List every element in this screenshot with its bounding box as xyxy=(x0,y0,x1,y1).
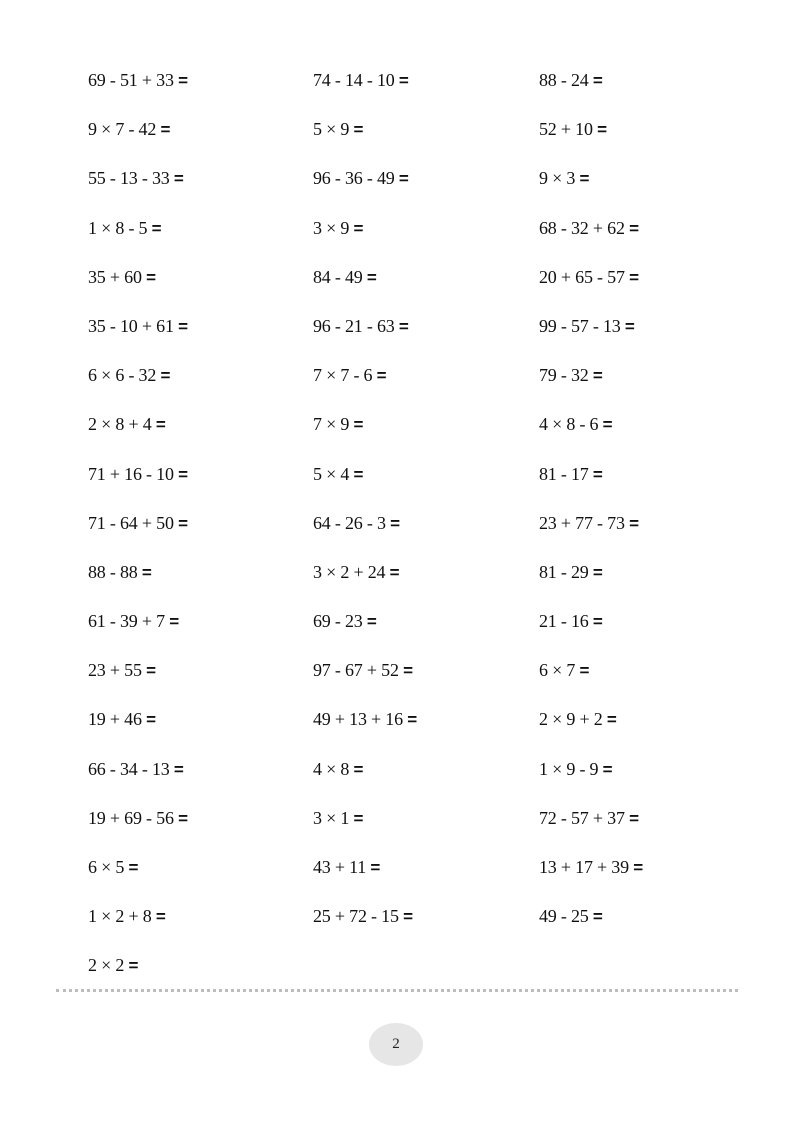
math-problem xyxy=(539,706,768,755)
math-problem xyxy=(539,903,768,952)
equals-sign: = xyxy=(370,858,381,877)
problem-expression: 9 × 7 - 42 xyxy=(88,119,157,140)
problem-expression: 35 - 10 + 61 xyxy=(88,315,174,336)
math-problem xyxy=(539,805,768,854)
problem-expression: 97 - 67 + 52 xyxy=(313,660,399,681)
problem-expression: 55 - 13 - 33 xyxy=(88,168,170,189)
problem-expression: 6 × 7 xyxy=(539,660,576,681)
problem-expression: 19 + 46 xyxy=(88,709,142,730)
math-problem xyxy=(313,559,539,608)
problem-expression: 5 × 9 xyxy=(313,119,350,140)
empty-cell xyxy=(313,952,539,1001)
equals-sign: = xyxy=(178,464,188,484)
equals-sign: = xyxy=(629,218,639,238)
math-problem xyxy=(313,411,539,460)
equals-sign: = xyxy=(146,267,156,287)
math-problem xyxy=(539,657,768,706)
math-problem xyxy=(88,952,313,1001)
problem-expression: 52 + 10 xyxy=(539,119,593,140)
math-problem xyxy=(88,608,313,657)
equals-sign: = xyxy=(128,858,139,877)
problem-expression: 81 - 17 xyxy=(539,463,589,484)
equals-sign: = xyxy=(398,169,409,189)
math-problem xyxy=(88,854,313,903)
equals-sign: = xyxy=(592,464,603,484)
problem-expression: 69 - 51 + 33 xyxy=(88,70,174,90)
problem-expression: 1 × 8 - 5 xyxy=(88,217,148,238)
math-problem xyxy=(539,264,768,313)
equals-sign: = xyxy=(398,71,409,90)
equals-sign: = xyxy=(366,267,377,287)
problem-expression: 7 × 7 - 6 xyxy=(313,365,373,386)
equals-sign: = xyxy=(592,562,603,582)
math-problem xyxy=(88,116,313,165)
math-problem xyxy=(313,805,539,854)
equals-sign: = xyxy=(353,415,364,435)
equals-sign: = xyxy=(155,415,166,435)
problem-expression: 71 - 64 + 50 xyxy=(88,512,174,533)
problem-expression: 6 × 6 - 32 xyxy=(88,365,157,386)
equals-sign: = xyxy=(178,513,188,533)
equals-sign: = xyxy=(173,169,184,189)
problem-expression: 84 - 49 xyxy=(313,266,363,287)
problem-expression: 96 - 36 - 49 xyxy=(313,168,395,189)
math-problem xyxy=(88,559,313,608)
page-number-badge xyxy=(369,1023,423,1066)
math-problem xyxy=(313,67,539,116)
problem-expression: 6 × 5 xyxy=(88,857,125,877)
math-problem xyxy=(539,67,768,116)
problem-expression: 3 × 1 xyxy=(313,807,350,828)
problem-expression: 88 - 88 xyxy=(88,561,138,582)
problem-expression: 71 + 16 - 10 xyxy=(88,463,174,484)
problem-expression: 7 × 9 xyxy=(313,414,350,435)
problem-expression: 74 - 14 - 10 xyxy=(313,70,395,90)
math-problem xyxy=(313,706,539,755)
empty-cell xyxy=(539,952,768,1001)
problem-expression: 64 - 26 - 3 xyxy=(313,512,386,533)
math-problem xyxy=(539,854,768,903)
problem-expression: 49 + 13 + 16 xyxy=(313,709,403,730)
equals-sign: = xyxy=(390,513,400,533)
math-problem xyxy=(539,313,768,362)
math-problem xyxy=(88,510,313,559)
equals-sign: = xyxy=(389,562,400,582)
equals-sign: = xyxy=(602,759,613,779)
math-problem xyxy=(539,411,768,460)
equals-sign: = xyxy=(592,366,603,386)
math-problem xyxy=(88,165,313,214)
equals-sign: = xyxy=(592,612,603,632)
problem-expression: 88 - 24 xyxy=(539,70,589,90)
math-problem xyxy=(313,313,539,362)
equals-sign: = xyxy=(178,71,188,90)
problem-expression: 2 × 8 + 4 xyxy=(88,414,152,435)
math-problem xyxy=(313,510,539,559)
math-problem xyxy=(88,903,313,952)
problem-expression: 96 - 21 - 63 xyxy=(313,315,395,336)
math-problem xyxy=(539,215,768,264)
problem-expression: 49 - 25 xyxy=(539,906,589,927)
math-problem xyxy=(313,215,539,264)
math-problem xyxy=(88,756,313,805)
math-problem xyxy=(88,411,313,460)
problem-expression: 72 - 57 + 37 xyxy=(539,807,625,828)
math-problem xyxy=(88,215,313,264)
problem-expression: 13 + 17 + 39 xyxy=(539,857,629,877)
problem-expression: 19 + 69 - 56 xyxy=(88,807,174,828)
math-problem xyxy=(313,461,539,510)
problem-expression: 2 × 9 + 2 xyxy=(539,709,603,730)
equals-sign: = xyxy=(624,316,635,336)
equals-sign: = xyxy=(173,759,184,779)
math-problem xyxy=(88,67,313,116)
math-problem xyxy=(313,608,539,657)
page-number: 2 xyxy=(392,1036,400,1052)
equals-sign: = xyxy=(353,120,364,140)
equals-sign: = xyxy=(155,907,166,927)
problem-expression: 23 + 55 xyxy=(88,660,142,681)
equals-sign: = xyxy=(169,612,179,632)
equals-sign: = xyxy=(592,907,603,927)
equals-sign: = xyxy=(403,661,413,681)
equals-sign: = xyxy=(353,808,364,828)
problem-expression: 4 × 8 xyxy=(313,758,350,779)
math-problem xyxy=(313,756,539,805)
math-problem xyxy=(313,264,539,313)
equals-sign: = xyxy=(629,513,639,533)
equals-sign: = xyxy=(160,366,171,386)
problem-expression: 2 × 2 xyxy=(88,955,125,976)
equals-sign: = xyxy=(398,316,409,336)
equals-sign: = xyxy=(376,366,387,386)
math-problem xyxy=(539,608,768,657)
problem-expression: 23 + 77 - 73 xyxy=(539,512,625,533)
math-problem xyxy=(539,461,768,510)
equals-sign: = xyxy=(141,562,152,582)
problem-expression: 9 × 3 xyxy=(539,168,576,189)
equals-sign: = xyxy=(353,464,364,484)
problem-expression: 21 - 16 xyxy=(539,611,589,632)
problem-expression: 1 × 2 + 8 xyxy=(88,906,152,927)
problem-expression: 61 - 39 + 7 xyxy=(88,611,165,632)
math-problem xyxy=(88,461,313,510)
problem-expression: 43 + 11 xyxy=(313,857,367,877)
problem-expression: 35 + 60 xyxy=(88,266,142,287)
equals-sign: = xyxy=(579,169,590,189)
problem-expression: 3 × 9 xyxy=(313,217,350,238)
problem-expression: 5 × 4 xyxy=(313,463,350,484)
equals-sign: = xyxy=(597,120,607,140)
math-problem xyxy=(313,903,539,952)
math-problem xyxy=(88,706,313,755)
equals-sign: = xyxy=(629,267,639,287)
equals-sign: = xyxy=(606,710,617,730)
math-problem xyxy=(313,362,539,411)
math-problem xyxy=(313,116,539,165)
problem-expression: 69 - 23 xyxy=(313,611,363,632)
math-problem xyxy=(539,362,768,411)
math-problem xyxy=(313,854,539,903)
equals-sign: = xyxy=(160,120,171,140)
equals-sign: = xyxy=(146,710,156,730)
equals-sign: = xyxy=(633,858,643,877)
problem-expression: 68 - 32 + 62 xyxy=(539,217,625,238)
problem-expression: 20 + 65 - 57 xyxy=(539,266,625,287)
equals-sign: = xyxy=(592,71,603,90)
equals-sign: = xyxy=(146,661,156,681)
equals-sign: = xyxy=(407,710,417,730)
problem-expression: 1 × 9 - 9 xyxy=(539,758,599,779)
math-problem xyxy=(539,756,768,805)
problem-expression: 81 - 29 xyxy=(539,561,589,582)
equals-sign: = xyxy=(579,661,590,681)
math-problem xyxy=(539,559,768,608)
problem-expression: 79 - 32 xyxy=(539,365,589,386)
equals-sign: = xyxy=(629,808,639,828)
math-problem xyxy=(313,657,539,706)
math-problem xyxy=(539,510,768,559)
equals-sign: = xyxy=(178,808,188,828)
math-problem xyxy=(313,165,539,214)
math-problem xyxy=(539,165,768,214)
math-problem xyxy=(88,313,313,362)
math-problem xyxy=(88,805,313,854)
problem-expression: 4 × 8 - 6 xyxy=(539,414,599,435)
equals-sign: = xyxy=(403,907,413,927)
equals-sign: = xyxy=(366,612,377,632)
problem-expression: 66 - 34 - 13 xyxy=(88,758,170,779)
problem-expression: 25 + 72 - 15 xyxy=(313,906,399,927)
dotted-divider xyxy=(56,989,738,992)
equals-sign: = xyxy=(151,218,162,238)
math-problem xyxy=(88,657,313,706)
equals-sign: = xyxy=(128,956,139,976)
math-problem xyxy=(88,362,313,411)
problem-grid xyxy=(88,67,768,1002)
math-problem xyxy=(88,264,313,313)
problem-expression: 99 - 57 - 13 xyxy=(539,315,621,336)
problem-expression: 3 × 2 + 24 xyxy=(313,561,386,582)
equals-sign: = xyxy=(178,316,188,336)
math-problem xyxy=(539,116,768,165)
equals-sign: = xyxy=(353,759,364,779)
equals-sign: = xyxy=(353,218,364,238)
equals-sign: = xyxy=(602,415,613,435)
